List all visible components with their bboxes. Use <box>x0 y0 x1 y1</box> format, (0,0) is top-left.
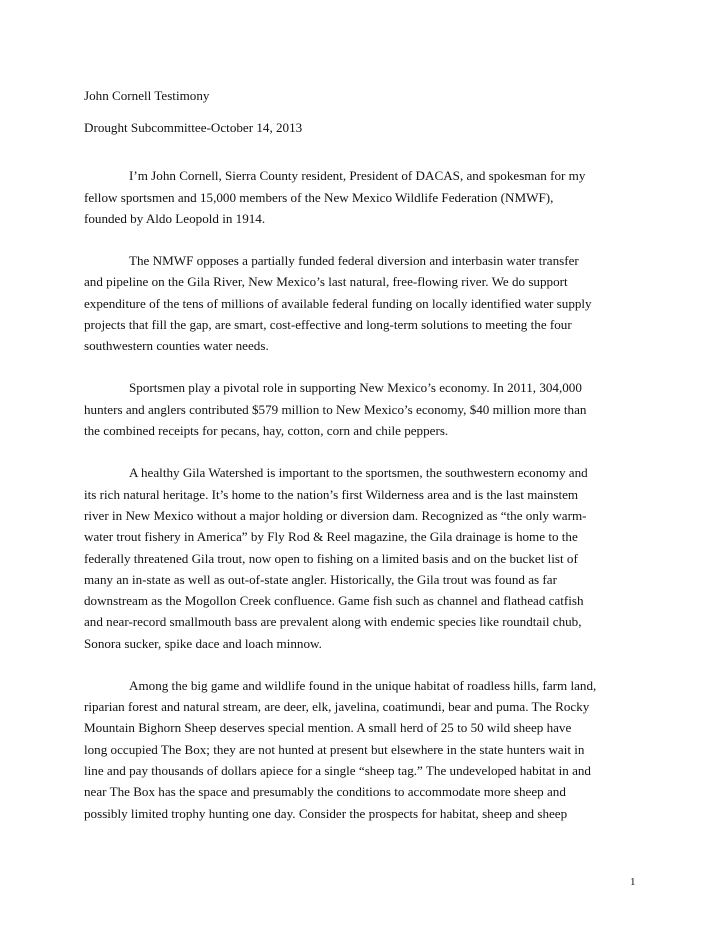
paragraph-line: The NMWF opposes a partially funded federal diversion and interbasin water transfer <box>129 253 579 268</box>
paragraph-line: Mountain Bighorn Sheep deserves special mention. A small herd of 25 to 50 wild sheep have <box>84 720 572 735</box>
paragraph-line: water trout fishery in America” by Fly Rod & Reel magazine, the Gila drainage is home to the <box>84 529 578 544</box>
paragraph-line: possibly limited trophy hunting one day. Consider the prospects for habitat, sheep and sheep <box>84 806 568 821</box>
paragraph-line: fellow sportsmen and 15,000 members of the New Mexico Wildlife Federation (NMWF), <box>84 190 554 205</box>
paragraph-line: its rich natural heritage. It’s home to the nation’s first Wilderness area and is the last mainstem <box>84 487 579 502</box>
paragraph-line: projects that fill the gap, are smart, cost-effective and long-term solutions to meeting the four <box>84 317 572 332</box>
paragraph-line: line and pay thousands of dollars apiece for a single “sheep tag.” The undeveloped habitat in and <box>84 763 591 778</box>
paragraph-line: hunters and anglers contributed $579 million to New Mexico’s economy, $40 million more than <box>84 402 587 417</box>
paragraph-line: Sportsmen play a pivotal role in supporting New Mexico’s economy. In 2011, 304,000 <box>129 380 582 395</box>
paragraph-line: long occupied The Box; they are not hunted at present but elsewhere in the state hunters wait in <box>84 742 585 757</box>
paragraph-line: river in New Mexico without a major holding or diversion dam. Recognized as “the only warm- <box>84 508 587 523</box>
document-subtitle: Drought Subcommittee-October 14, 2013 <box>84 120 303 135</box>
paragraph-line: Sonora sucker, spike dace and loach minnow. <box>84 636 322 651</box>
paragraph-line: the combined receipts for pecans, hay, cotton, corn and chile peppers. <box>84 423 449 438</box>
page-number: 1 <box>630 876 636 888</box>
paragraph-line: Among the big game and wildlife found in the unique habitat of roadless hills, farm land, <box>129 678 597 693</box>
paragraph-line: expenditure of the tens of millions of available federal funding on locally identified water supply <box>84 296 592 311</box>
paragraph-line: A healthy Gila Watershed is important to the sportsmen, the southwestern economy and <box>129 465 588 480</box>
paragraph-line: downstream as the Mogollon Creek confluence. Game fish such as channel and flathead catfish <box>84 593 584 608</box>
paragraph-line: and pipeline on the Gila River, New Mexico’s last natural, free-flowing river. We do support <box>84 274 568 289</box>
paragraph-line: southwestern counties water needs. <box>84 338 269 353</box>
document-title: John Cornell Testimony <box>84 88 210 103</box>
paragraph-line: I’m John Cornell, Sierra County resident, President of DACAS, and spokesman for my <box>129 168 586 183</box>
paragraph-line: federally threatened Gila trout, now open to fishing on a limited basis and on the bucket list of <box>84 551 578 566</box>
paragraph-line: riparian forest and natural stream, are deer, elk, javelina, coatimundi, bear and puma. The Rocky <box>84 699 590 714</box>
paragraph-line: many an in-state as well as out-of-state angler. Historically, the Gila trout was found as far <box>84 572 557 587</box>
paragraph-line: near The Box has the space and presumably the conditions to accommodate more sheep and <box>84 784 566 799</box>
paragraph-line: and near-record smallmouth bass are prevalent along with endemic species like roundtail chub, <box>84 614 582 629</box>
paragraph-line: founded by Aldo Leopold in 1914. <box>84 211 266 226</box>
